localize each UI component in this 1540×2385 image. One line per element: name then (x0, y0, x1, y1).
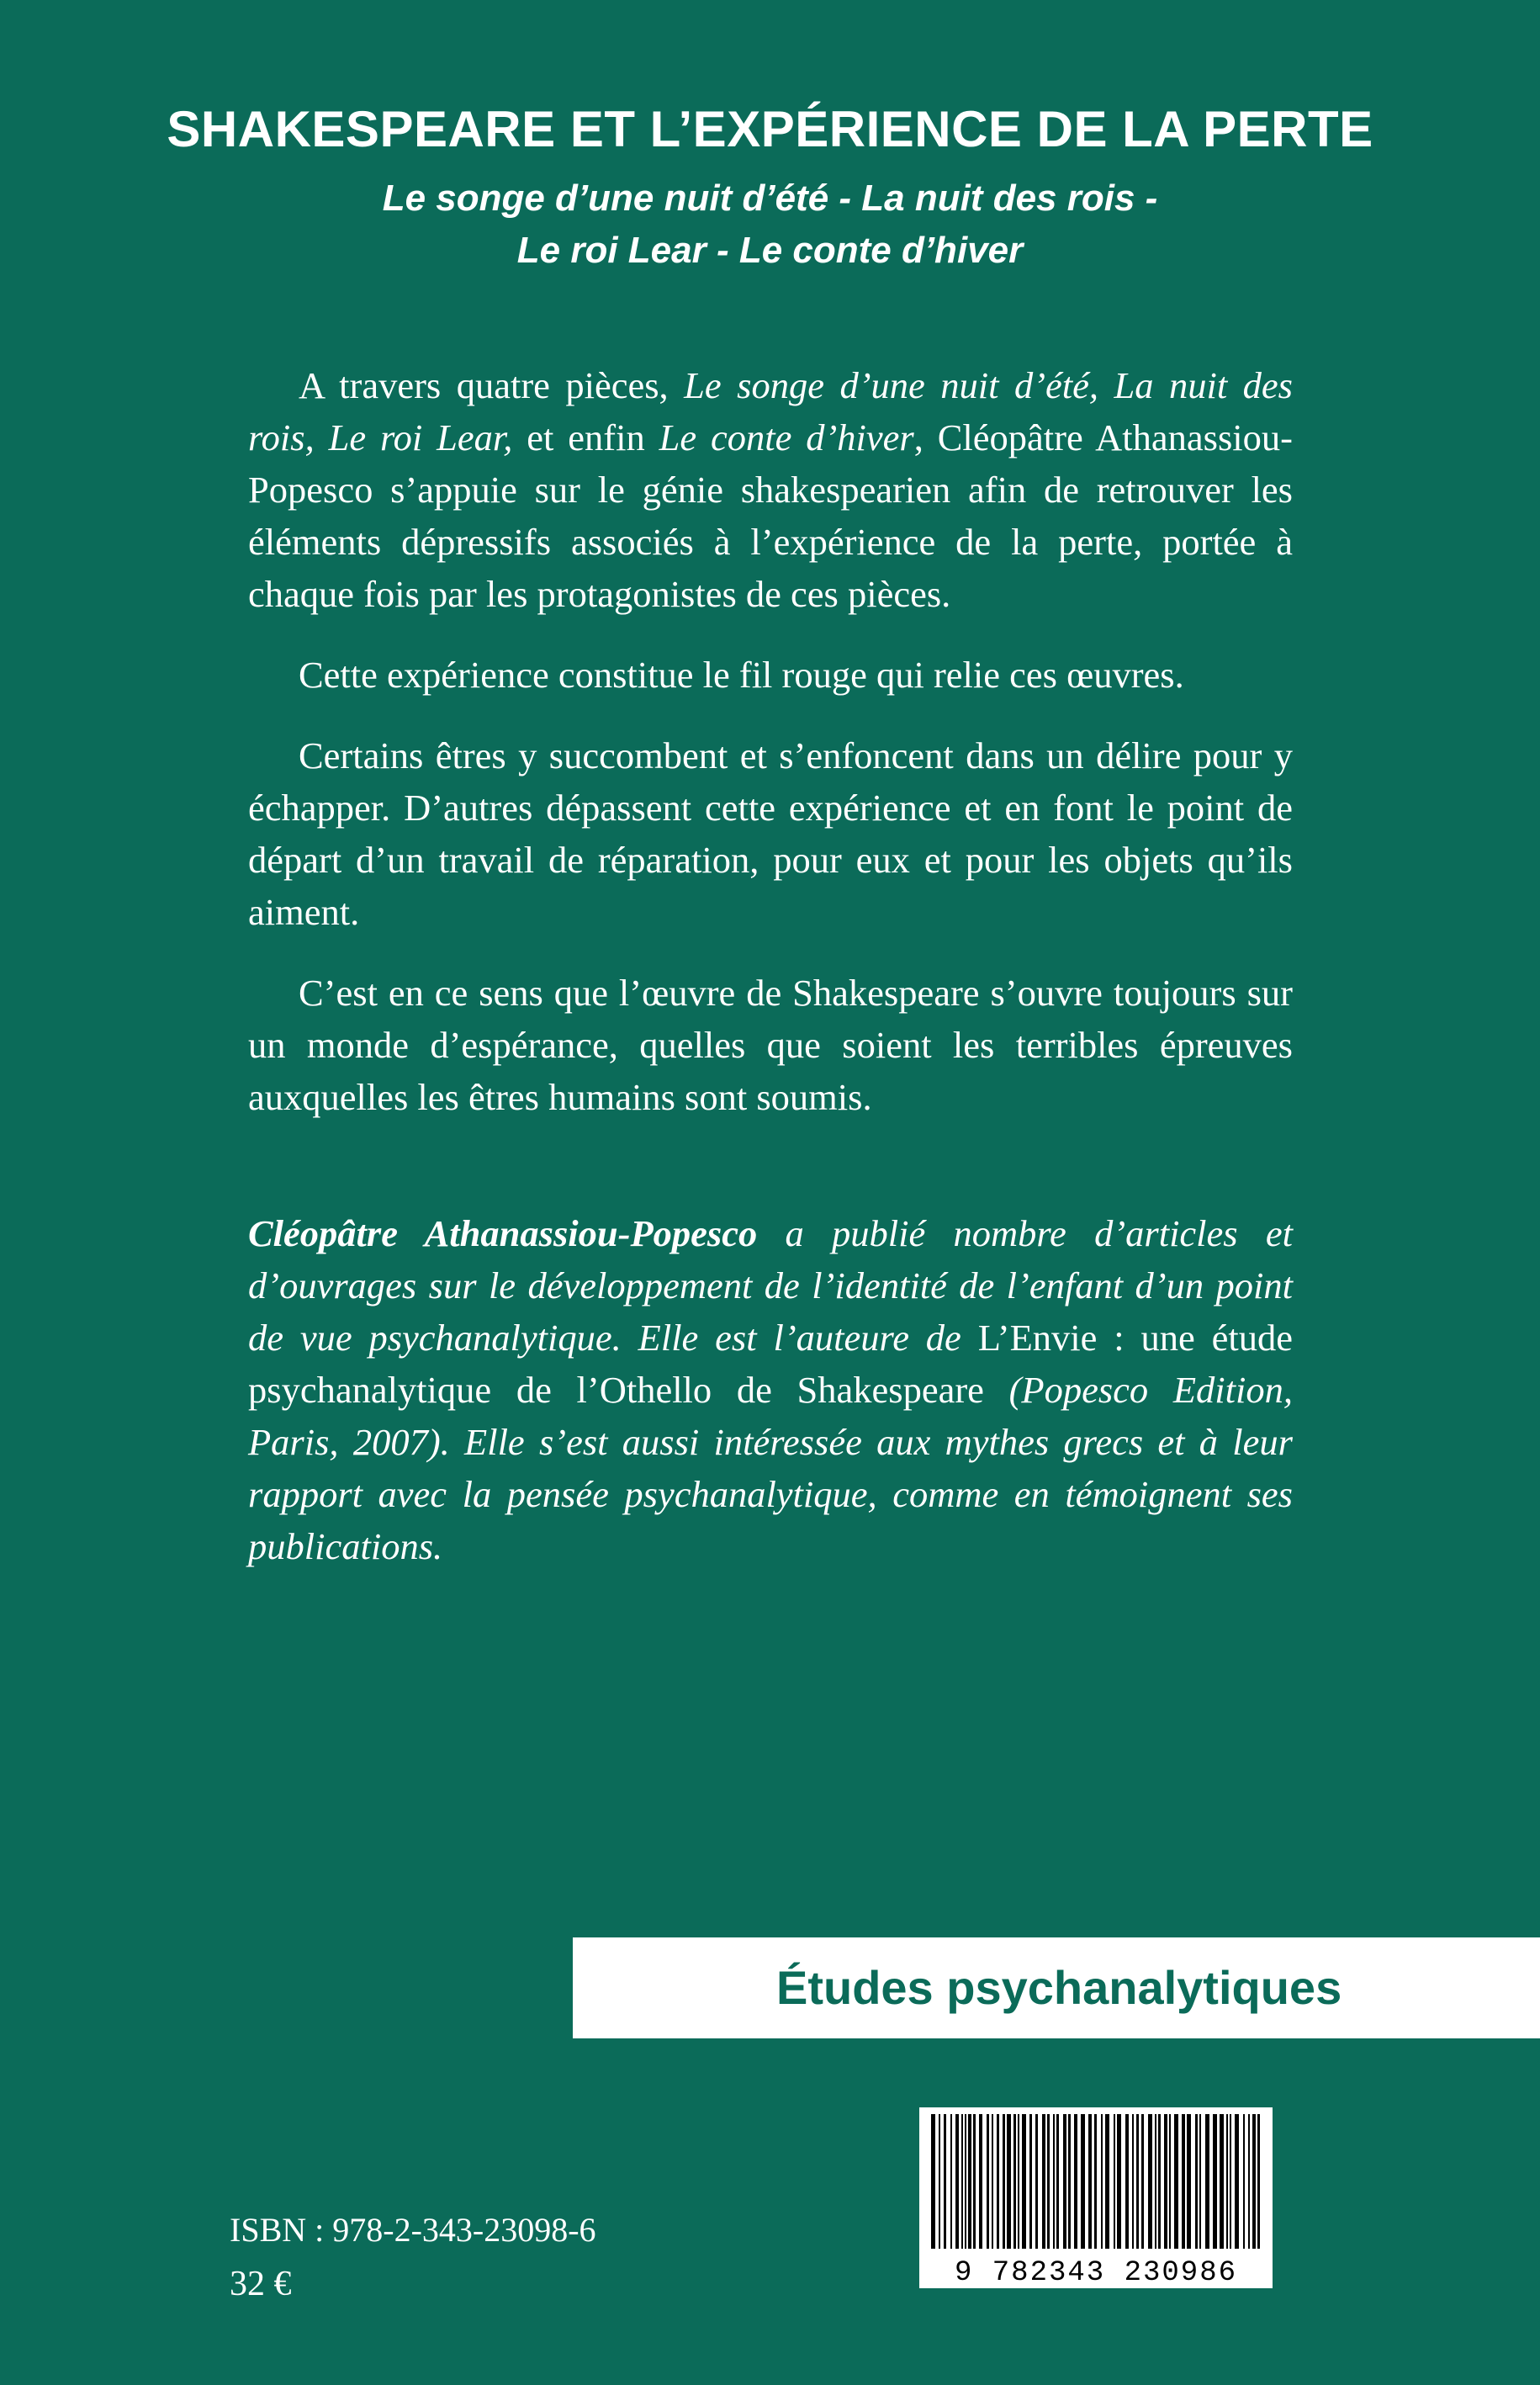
blurb-paragraph-2: Cette expérience constitue le fil rouge qui relie ces œuvres. (299, 654, 1184, 696)
price: 32 € (230, 2265, 292, 2303)
barcode-bar (1174, 2114, 1178, 2249)
barcode-bar (1132, 2114, 1134, 2249)
subtitle-line-1: Le songe d’une nuit d’été - La nuit des rois - (382, 178, 1158, 219)
blurb-paragraph-1 (248, 359, 1293, 620)
barcode-bar (1042, 2114, 1045, 2249)
barcode-bar (1257, 2114, 1260, 2249)
barcode-bar (1182, 2114, 1185, 2249)
bio-text-book: L’Envie : une étude psychanalytique de l’Othello de Shakespeare (248, 1317, 1293, 1411)
blurb-p1-text-c: et enfin (512, 416, 659, 458)
barcode-bar (1101, 2114, 1103, 2249)
barcode-bar (1199, 2114, 1201, 2249)
barcode-bar (1226, 2114, 1228, 2249)
barcode-bar (1195, 2114, 1198, 2249)
book-title: SHAKESPEARE ET L’EXPÉRIENCE DE LA PERTE (167, 101, 1373, 157)
subtitle-line-2: Le roi Lear - Le conte d’hiver (516, 230, 1024, 271)
barcode-bar (1003, 2114, 1005, 2249)
barcode-bar (1074, 2114, 1077, 2249)
barcode-bar (1243, 2114, 1245, 2249)
blurb-paragraph-4: C’est en ce sens que l’œuvre de Shakespeare s’ouvre toujours sur un monde d’espérance, quelles que soient les terribles épreuves auxquelles les êtres humains sont soumis. (248, 972, 1293, 1118)
barcode-bar (1136, 2114, 1139, 2249)
author-bio-paragraph (248, 1207, 1293, 1572)
blurb-paragraph-3: Certains êtres y succombent et s’enfoncent dans un délire pour y échapper. D’autres dépassent cette expérience et en font le point de départ d’un travail de réparation, pour eux et pour les objets qu’ils aiment. (248, 734, 1293, 933)
barcode-bar (1248, 2114, 1250, 2249)
barcode-bar (987, 2114, 989, 2249)
barcode-bar (1053, 2114, 1055, 2249)
barcode-bar (1029, 2114, 1032, 2249)
barcode-bar (944, 2114, 946, 2249)
barcode-bar (1105, 2114, 1109, 2249)
barcode-bar (1125, 2114, 1129, 2249)
barcode-bar (1088, 2114, 1092, 2249)
barcode-bars (931, 2114, 1260, 2249)
barcode-bar (992, 2114, 993, 2249)
series-label: Études psychanalytiques (776, 1961, 1342, 2014)
barcode-bar (1094, 2114, 1097, 2249)
barcode-bar (1068, 2114, 1071, 2249)
barcode-bar (1164, 2114, 1167, 2249)
barcode-bar (1013, 2114, 1016, 2249)
blurb (248, 359, 1293, 1123)
blurb-p1-text-a: A travers quatre pièces, (299, 364, 685, 406)
barcode-digits: 9 782343 230986 (954, 2257, 1238, 2288)
book-subtitle (0, 172, 1540, 277)
barcode-bar (1022, 2114, 1026, 2249)
barcode-bar (939, 2114, 940, 2249)
barcode-bar (1018, 2114, 1019, 2249)
barcode-bar (1230, 2114, 1231, 2249)
barcode-bar (1187, 2114, 1191, 2249)
barcode-bar (973, 2114, 976, 2249)
barcode-bar (1169, 2114, 1171, 2249)
barcode (919, 2107, 1273, 2288)
barcode-bar (1155, 2114, 1156, 2249)
barcode-bar (950, 2114, 952, 2249)
barcode-bar (961, 2114, 963, 2249)
barcode-bar (1141, 2114, 1144, 2249)
isbn: ISBN : 978-2-343-23098-6 (230, 2211, 596, 2249)
barcode-bar (997, 2114, 999, 2249)
barcode-bar (1205, 2114, 1209, 2249)
barcode-bar (968, 2114, 971, 2249)
author-bio (248, 1207, 1293, 1572)
barcode-bar (931, 2114, 935, 2249)
blurb-p1-titles: Le songe d’une nuit d’été, La nuit des rois, Le roi Lear, (248, 364, 1293, 458)
author-name: Cléopâtre Athanassiou-Popesco (248, 1212, 758, 1254)
barcode-bar (1213, 2114, 1217, 2249)
blurb-p1-text-e: , Cléopâtre Athanassiou-Popesco s’appuie sur le génie shakespearien afin de retrouver les éléments dépressifs associés à l’expérience de la perte, portée à chaque fois par les protagonistes de ces pièces. (248, 416, 1293, 615)
barcode-bar (1047, 2114, 1050, 2249)
barcode-bar (1148, 2114, 1152, 2249)
bio-text-a: a publié nombre d’articles et d’ouvrages sur le développement de l’identité de l’enfant d’un point de vue psychanalytique. Elle est l’auteure de (248, 1212, 1293, 1359)
bio-text-c: (Popesco Edition, Paris, 2007). Elle s’est aussi intéressée aux mythes grecs et à leur rapport avec la pensée psychanalytique, comme en témoignent ses publications. (248, 1369, 1293, 1567)
blurb-p1-title-conte: Le conte d’hiver (659, 416, 914, 458)
barcode-bar (1220, 2114, 1224, 2249)
barcode-bar (1063, 2114, 1066, 2249)
barcode-bar (965, 2114, 966, 2249)
series-banner (573, 1937, 1540, 2038)
barcode-bar (955, 2114, 959, 2249)
barcode-bar (1114, 2114, 1115, 2249)
barcode-bar (1235, 2114, 1239, 2249)
barcode-bar (1117, 2114, 1121, 2249)
barcode-bar (1081, 2114, 1085, 2249)
barcode-bar (979, 2114, 982, 2249)
barcode-bar (1158, 2114, 1161, 2249)
barcode-bar (1056, 2114, 1059, 2249)
barcode-bar (1252, 2114, 1256, 2249)
barcode-bar (1035, 2114, 1038, 2249)
barcode-bar (1007, 2114, 1011, 2249)
barcode-graphic (919, 2107, 1273, 2288)
